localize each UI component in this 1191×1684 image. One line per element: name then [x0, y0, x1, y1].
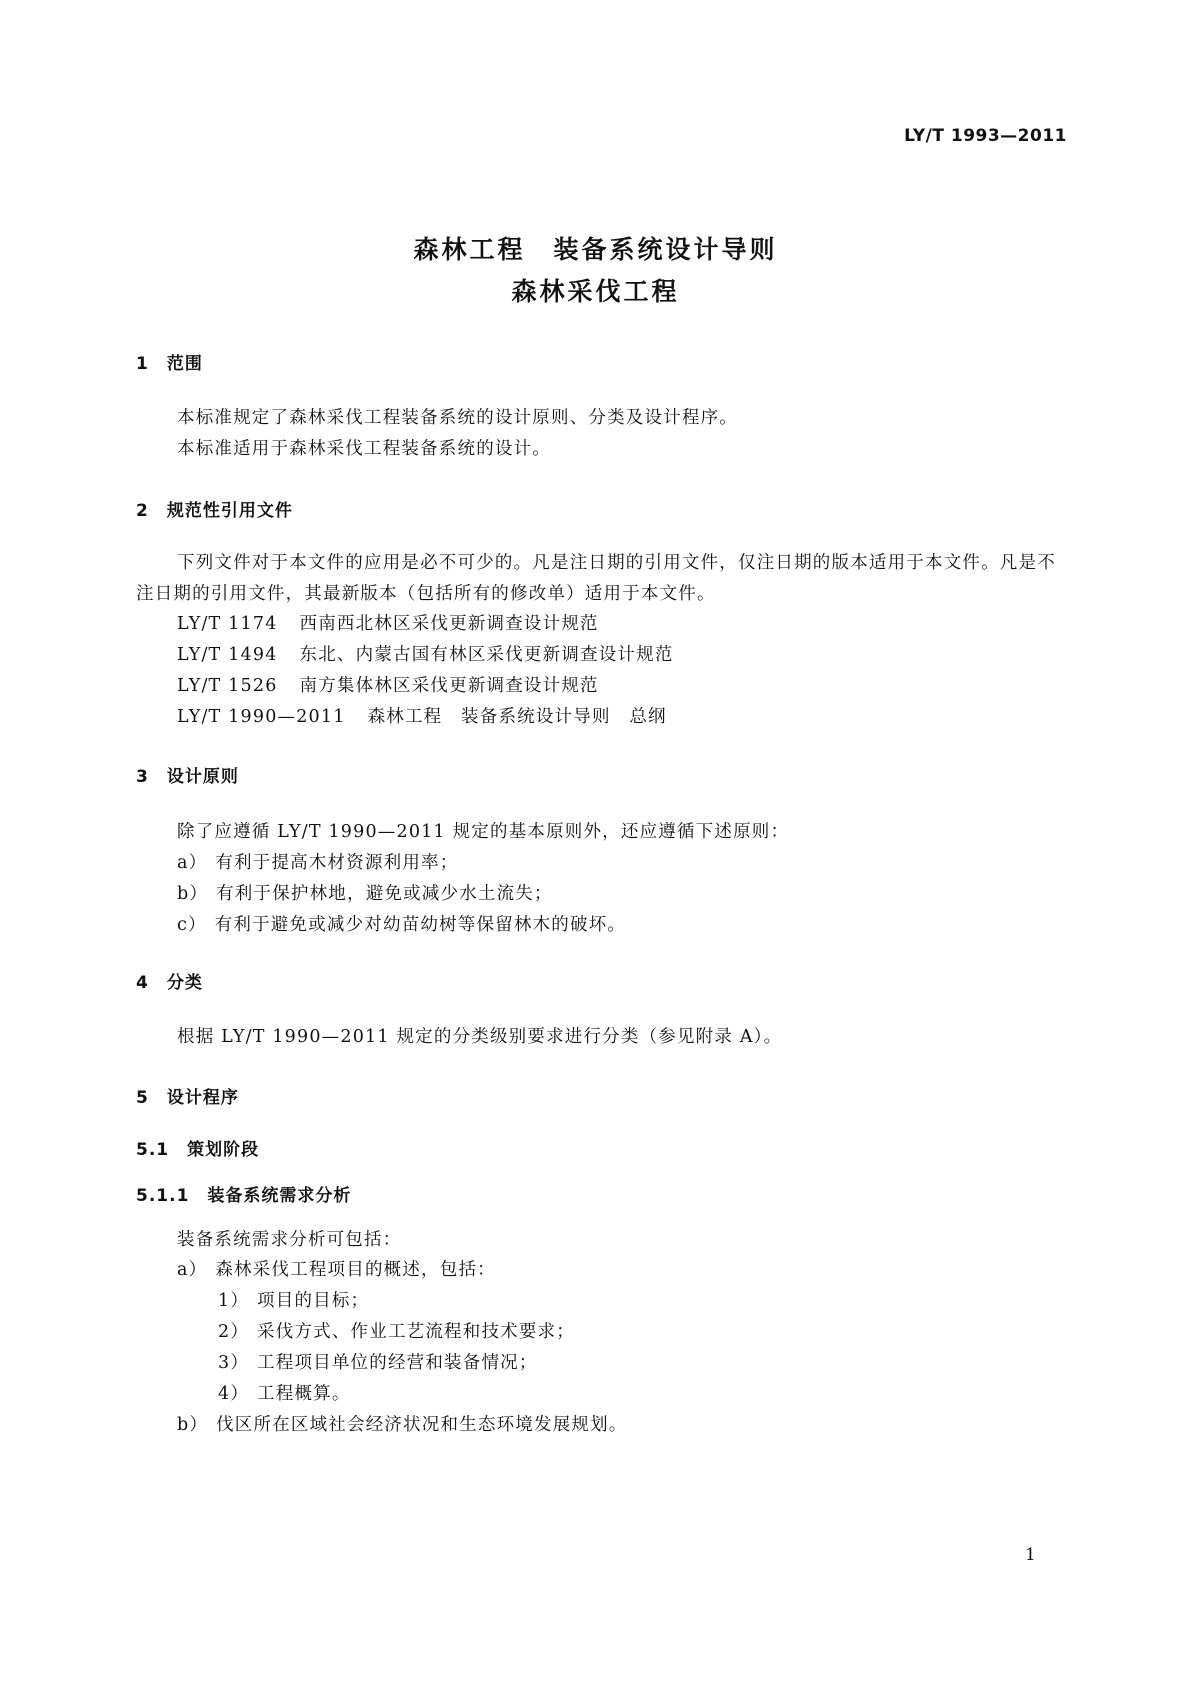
list-text: 有利于保护林地，避免或减少水土流失；	[216, 884, 553, 904]
section-title: 分类	[166, 973, 203, 993]
subsection-5-1-heading	[136, 1135, 259, 1160]
list-item	[177, 1256, 496, 1281]
section-number: 5	[136, 1088, 149, 1108]
reference-title: 森林工程 装备系统设计导则 总纲	[367, 707, 667, 727]
section-5-heading	[136, 1083, 239, 1108]
list-label: c）	[177, 915, 207, 935]
reference-item	[177, 610, 599, 635]
section-number: 5.1	[136, 1140, 170, 1160]
reference-code: LY/T 1174	[177, 614, 278, 634]
list-item	[177, 1411, 628, 1436]
document-title-line-2: 森林采伐工程	[511, 277, 680, 306]
document-title-line-1: 森林工程 装备系统设计导则	[413, 235, 778, 264]
sub-list-item	[218, 1380, 351, 1405]
reference-code: LY/T 1990—2011	[177, 707, 346, 727]
reference-code: LY/T 1526	[177, 676, 278, 696]
standard-code: LY/T 1993—2011	[904, 126, 1067, 146]
reference-item	[177, 672, 599, 697]
list-label: 1）	[218, 1291, 250, 1311]
sub-list-item	[218, 1318, 575, 1343]
section-number: 3	[136, 767, 149, 787]
list-text: 伐区所在区域社会经济状况和生态环境发展规划。	[216, 1415, 628, 1435]
sub-list-item	[218, 1349, 538, 1374]
section-1-paragraph-1: 本标准规定了森林采伐工程装备系统的设计原则、分类及设计程序。	[177, 408, 738, 428]
list-item	[177, 911, 626, 936]
section-number: 4	[136, 973, 149, 993]
reference-code: LY/T 1494	[177, 645, 278, 665]
list-label: a）	[177, 853, 208, 873]
list-item	[177, 849, 458, 874]
section-number: 1	[136, 354, 149, 374]
reference-title: 东北、内蒙古国有林区采伐更新调查设计规范	[299, 645, 674, 665]
list-text: 工程概算。	[257, 1384, 351, 1404]
list-label: b）	[177, 1415, 209, 1435]
list-label: b）	[177, 884, 209, 904]
section-title: 装备系统需求分析	[207, 1186, 352, 1206]
section-1-heading	[136, 349, 203, 374]
list-text: 工程项目单位的经营和装备情况；	[257, 1353, 538, 1373]
section-number: 5.1.1	[136, 1186, 190, 1206]
section-2-heading	[136, 496, 293, 521]
section-title: 范围	[166, 354, 203, 374]
list-text: 有利于提高木材资源利用率；	[215, 853, 459, 873]
subsection-5-1-1-intro: 装备系统需求分析可包括：	[177, 1230, 402, 1250]
section-4-heading	[136, 968, 203, 993]
section-title: 规范性引用文件	[166, 501, 293, 521]
list-text: 森林采伐工程项目的概述，包括：	[215, 1260, 496, 1280]
section-title: 设计原则	[166, 767, 239, 787]
section-title: 策划阶段	[187, 1140, 260, 1160]
section-4-paragraph: 根据 LY/T 1990—2011 规定的分类级别要求进行分类（参见附录 A）。	[177, 1027, 783, 1047]
section-title: 设计程序	[166, 1088, 239, 1108]
subsection-5-1-1-heading	[136, 1181, 351, 1206]
sub-list-item	[218, 1287, 369, 1312]
section-1-paragraph-2: 本标准适用于森林采伐工程装备系统的设计。	[177, 439, 551, 459]
reference-title: 南方集体林区采伐更新调查设计规范	[299, 676, 599, 696]
reference-item	[177, 641, 674, 666]
list-item	[177, 880, 553, 905]
list-label: a）	[177, 1260, 208, 1280]
section-number: 2	[136, 501, 149, 521]
list-text: 有利于避免或减少对幼苗幼树等保留林木的破坏。	[214, 915, 627, 935]
list-text: 采伐方式、作业工艺流程和技术要求；	[257, 1322, 575, 1342]
page-number: 1	[1025, 1545, 1036, 1565]
list-label: 2）	[218, 1322, 250, 1342]
reference-title: 西南西北林区采伐更新调查设计规范	[299, 614, 599, 634]
list-text: 项目的目标；	[257, 1291, 370, 1311]
reference-item	[177, 703, 667, 728]
list-label: 3）	[218, 1353, 250, 1373]
section-3-heading	[136, 762, 239, 787]
list-label: 4）	[218, 1384, 250, 1404]
section-2-intro: 下列文件对于本文件的应用是必不可少的。凡是注日期的引用文件，仅注日期的版本适用于本文件。凡是不注日期的引用文件，其最新版本（包括所有的修改单）适用于本文件。	[136, 553, 1056, 604]
section-3-intro: 除了应遵循 LY/T 1990—2011 规定的基本原则外，还应遵循下述原则：	[177, 822, 790, 842]
